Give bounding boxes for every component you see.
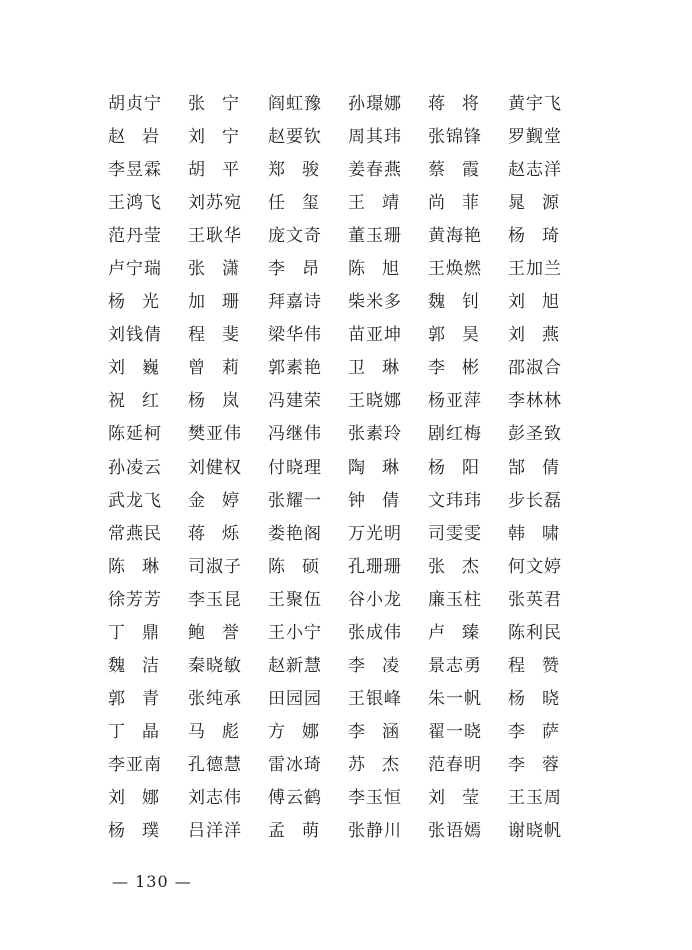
name-entry: 胡 平 — [188, 160, 239, 181]
name-entry: 杨亚萍 — [428, 391, 482, 412]
name-entry: 孙璟娜 — [348, 94, 402, 114]
name-entry: 郑 骏 — [268, 160, 319, 181]
name-entry: 庞文奇 — [268, 226, 322, 247]
name-entry: 刘健权 — [188, 457, 242, 478]
name-entry: 翟一晓 — [428, 721, 482, 742]
name-entry: 刘志伟 — [188, 787, 242, 808]
name-entry: 金 婷 — [188, 490, 239, 511]
name-entry: 娄艳阁 — [268, 523, 322, 544]
name-entry: 黄海艳 — [428, 226, 482, 247]
name-entry: 程 赞 — [508, 655, 559, 676]
page-number: — 130 — — [112, 872, 192, 891]
name-entry: 王聚伍 — [268, 589, 322, 610]
name-entry: 陶 琳 — [348, 457, 399, 478]
name-entry: 范丹莹 — [108, 226, 162, 247]
name-entry: 魏 洁 — [108, 655, 159, 676]
name-entry: 张 杰 — [428, 556, 479, 577]
name-entry: 卫 琳 — [348, 358, 399, 379]
name-entry: 李亚南 — [108, 754, 162, 775]
name-entry: 孔德慧 — [188, 754, 242, 775]
name-entry: 杨 璞 — [108, 821, 159, 842]
name-entry: 刘苏宛 — [188, 193, 242, 214]
name-entry: 姜春燕 — [348, 160, 402, 181]
name-entry: 郜 倩 — [508, 457, 559, 478]
name-entry: 谢晓帆 — [508, 821, 562, 842]
name-entry: 祝 红 — [108, 391, 159, 412]
name-entry: 廉玉柱 — [428, 589, 482, 610]
name-entry: 李 涵 — [348, 721, 399, 742]
name-entry: 韩 啸 — [508, 523, 559, 544]
name-entry: 张语嫣 — [428, 821, 482, 842]
name-entry: 李 彬 — [428, 358, 479, 379]
name-list-grid — [108, 88, 588, 848]
name-entry: 柴米多 — [348, 292, 402, 313]
name-entry: 蒋 烁 — [188, 523, 239, 544]
name-entry: 刘 巍 — [108, 358, 159, 379]
name-entry: 王晓娜 — [348, 391, 402, 412]
name-entry: 张纯承 — [188, 688, 242, 709]
name-entry: 孟 萌 — [268, 821, 319, 842]
name-entry: 朱一帆 — [428, 688, 482, 709]
name-entry: 郭 青 — [108, 688, 159, 709]
name-entry: 罗觐堂 — [508, 127, 562, 148]
name-entry: 赵新慧 — [268, 655, 322, 676]
name-entry: 赵要钦 — [268, 127, 322, 148]
name-entry: 陈 琳 — [108, 556, 159, 577]
name-entry: 王鸿飞 — [108, 193, 162, 214]
name-entry: 樊亚伟 — [188, 424, 242, 445]
name-entry: 剧红梅 — [428, 424, 482, 445]
name-entry: 张耀一 — [268, 490, 322, 511]
name-entry: 王小宁 — [268, 622, 322, 643]
name-entry: 陈 硕 — [268, 556, 319, 577]
name-entry: 何文婷 — [508, 556, 562, 577]
name-entry: 李 昂 — [268, 259, 319, 280]
name-entry: 刘 娜 — [108, 787, 159, 808]
name-entry: 范春明 — [428, 754, 482, 775]
name-entry: 李 凌 — [348, 655, 399, 676]
name-entry: 刘 旭 — [508, 292, 559, 313]
name-entry: 步长磊 — [508, 490, 562, 511]
name-entry: 李 萨 — [508, 721, 559, 742]
name-entry: 魏 钊 — [428, 292, 479, 313]
name-entry: 付晓理 — [268, 457, 322, 478]
name-entry: 胡贞宁 — [108, 94, 162, 114]
name-entry: 王焕燃 — [428, 259, 482, 280]
name-entry: 杨 阳 — [428, 457, 479, 478]
name-entry: 司雯雯 — [428, 523, 482, 544]
name-entry: 梁华伟 — [268, 325, 322, 346]
name-entry: 张素玲 — [348, 424, 402, 445]
name-entry: 文玮玮 — [428, 490, 482, 511]
name-entry: 彭圣致 — [508, 424, 562, 445]
name-entry: 张锦锋 — [428, 127, 482, 148]
name-entry: 刘钱倩 — [108, 325, 162, 346]
name-entry: 徐芳芳 — [108, 589, 162, 610]
name-entry: 周其玮 — [348, 127, 402, 148]
name-entry: 李昱霖 — [108, 160, 162, 181]
name-entry: 杨 光 — [108, 292, 159, 313]
name-entry: 雷冰琦 — [268, 754, 322, 775]
name-entry: 尚 菲 — [428, 193, 479, 214]
name-entry: 张静川 — [348, 821, 402, 842]
name-entry: 王耿华 — [188, 226, 242, 247]
name-entry: 董玉珊 — [348, 226, 402, 247]
name-entry: 蔡 霞 — [428, 160, 479, 181]
name-entry: 谷小龙 — [348, 589, 402, 610]
name-entry: 冯继伟 — [268, 424, 322, 445]
name-entry: 李林林 — [508, 391, 562, 412]
name-entry: 张 宁 — [188, 94, 239, 114]
name-entry: 景志勇 — [428, 655, 482, 676]
name-entry: 曾 莉 — [188, 358, 239, 379]
name-entry: 司淑子 — [188, 556, 242, 577]
name-entry: 李玉恒 — [348, 787, 402, 808]
name-entry: 陈延柯 — [108, 424, 162, 445]
name-entry: 任 玺 — [268, 193, 319, 214]
name-entry: 蒋 将 — [428, 94, 479, 114]
name-entry: 鲍 誉 — [188, 622, 239, 643]
name-entry: 王玉周 — [508, 787, 562, 808]
name-entry: 刘 宁 — [188, 127, 239, 148]
name-entry: 加 珊 — [188, 292, 239, 313]
name-entry: 张成伟 — [348, 622, 402, 643]
name-entry: 郭 昊 — [428, 325, 479, 346]
name-entry: 武龙飞 — [108, 490, 162, 511]
name-entry: 刘 莹 — [428, 787, 479, 808]
name-entry: 邵淑合 — [508, 358, 562, 379]
name-entry: 杨 琦 — [508, 226, 559, 247]
name-entry: 赵 岩 — [108, 127, 159, 148]
name-entry: 苏 杰 — [348, 754, 399, 775]
name-entry: 常燕民 — [108, 523, 162, 544]
name-entry: 拜嘉诗 — [268, 292, 322, 313]
name-entry: 陈 旭 — [348, 259, 399, 280]
name-entry: 吕洋洋 — [188, 821, 242, 842]
name-entry: 阎虹豫 — [268, 94, 322, 114]
name-entry: 李玉昆 — [188, 589, 242, 610]
name-entry: 郭素艳 — [268, 358, 322, 379]
name-entry: 苗亚坤 — [348, 325, 402, 346]
name-entry: 杨 晓 — [508, 688, 559, 709]
name-entry: 丁 晶 — [108, 721, 159, 742]
name-entry: 王加兰 — [508, 259, 562, 280]
name-entry: 程 斐 — [188, 325, 239, 346]
name-entry: 王 靖 — [348, 193, 399, 214]
name-entry: 钟 倩 — [348, 490, 399, 511]
name-entry: 丁 鼎 — [108, 622, 159, 643]
name-entry: 赵志洋 — [508, 160, 562, 181]
name-entry: 李 蓉 — [508, 754, 559, 775]
name-entry: 刘 燕 — [508, 325, 559, 346]
name-entry: 张英君 — [508, 589, 562, 610]
name-entry: 万光明 — [348, 523, 402, 544]
name-entry: 秦晓敏 — [188, 655, 242, 676]
name-entry: 孙凌云 — [108, 457, 162, 478]
name-entry: 马 彪 — [188, 721, 239, 742]
name-entry: 田园园 — [268, 688, 322, 709]
name-entry: 卢宁瑞 — [108, 259, 162, 280]
name-entry: 黄宇飞 — [508, 94, 562, 114]
name-entry: 卢 臻 — [428, 622, 479, 643]
name-entry: 张 潇 — [188, 259, 239, 280]
name-entry: 傅云鹤 — [268, 787, 322, 808]
name-entry: 陈利民 — [508, 622, 562, 643]
name-entry: 冯建荣 — [268, 391, 322, 412]
name-entry: 晁 源 — [508, 193, 559, 214]
name-entry: 王银峰 — [348, 688, 402, 709]
name-entry: 杨 岚 — [188, 391, 239, 412]
name-entry: 方 娜 — [268, 721, 319, 742]
name-entry: 孔珊珊 — [348, 556, 402, 577]
